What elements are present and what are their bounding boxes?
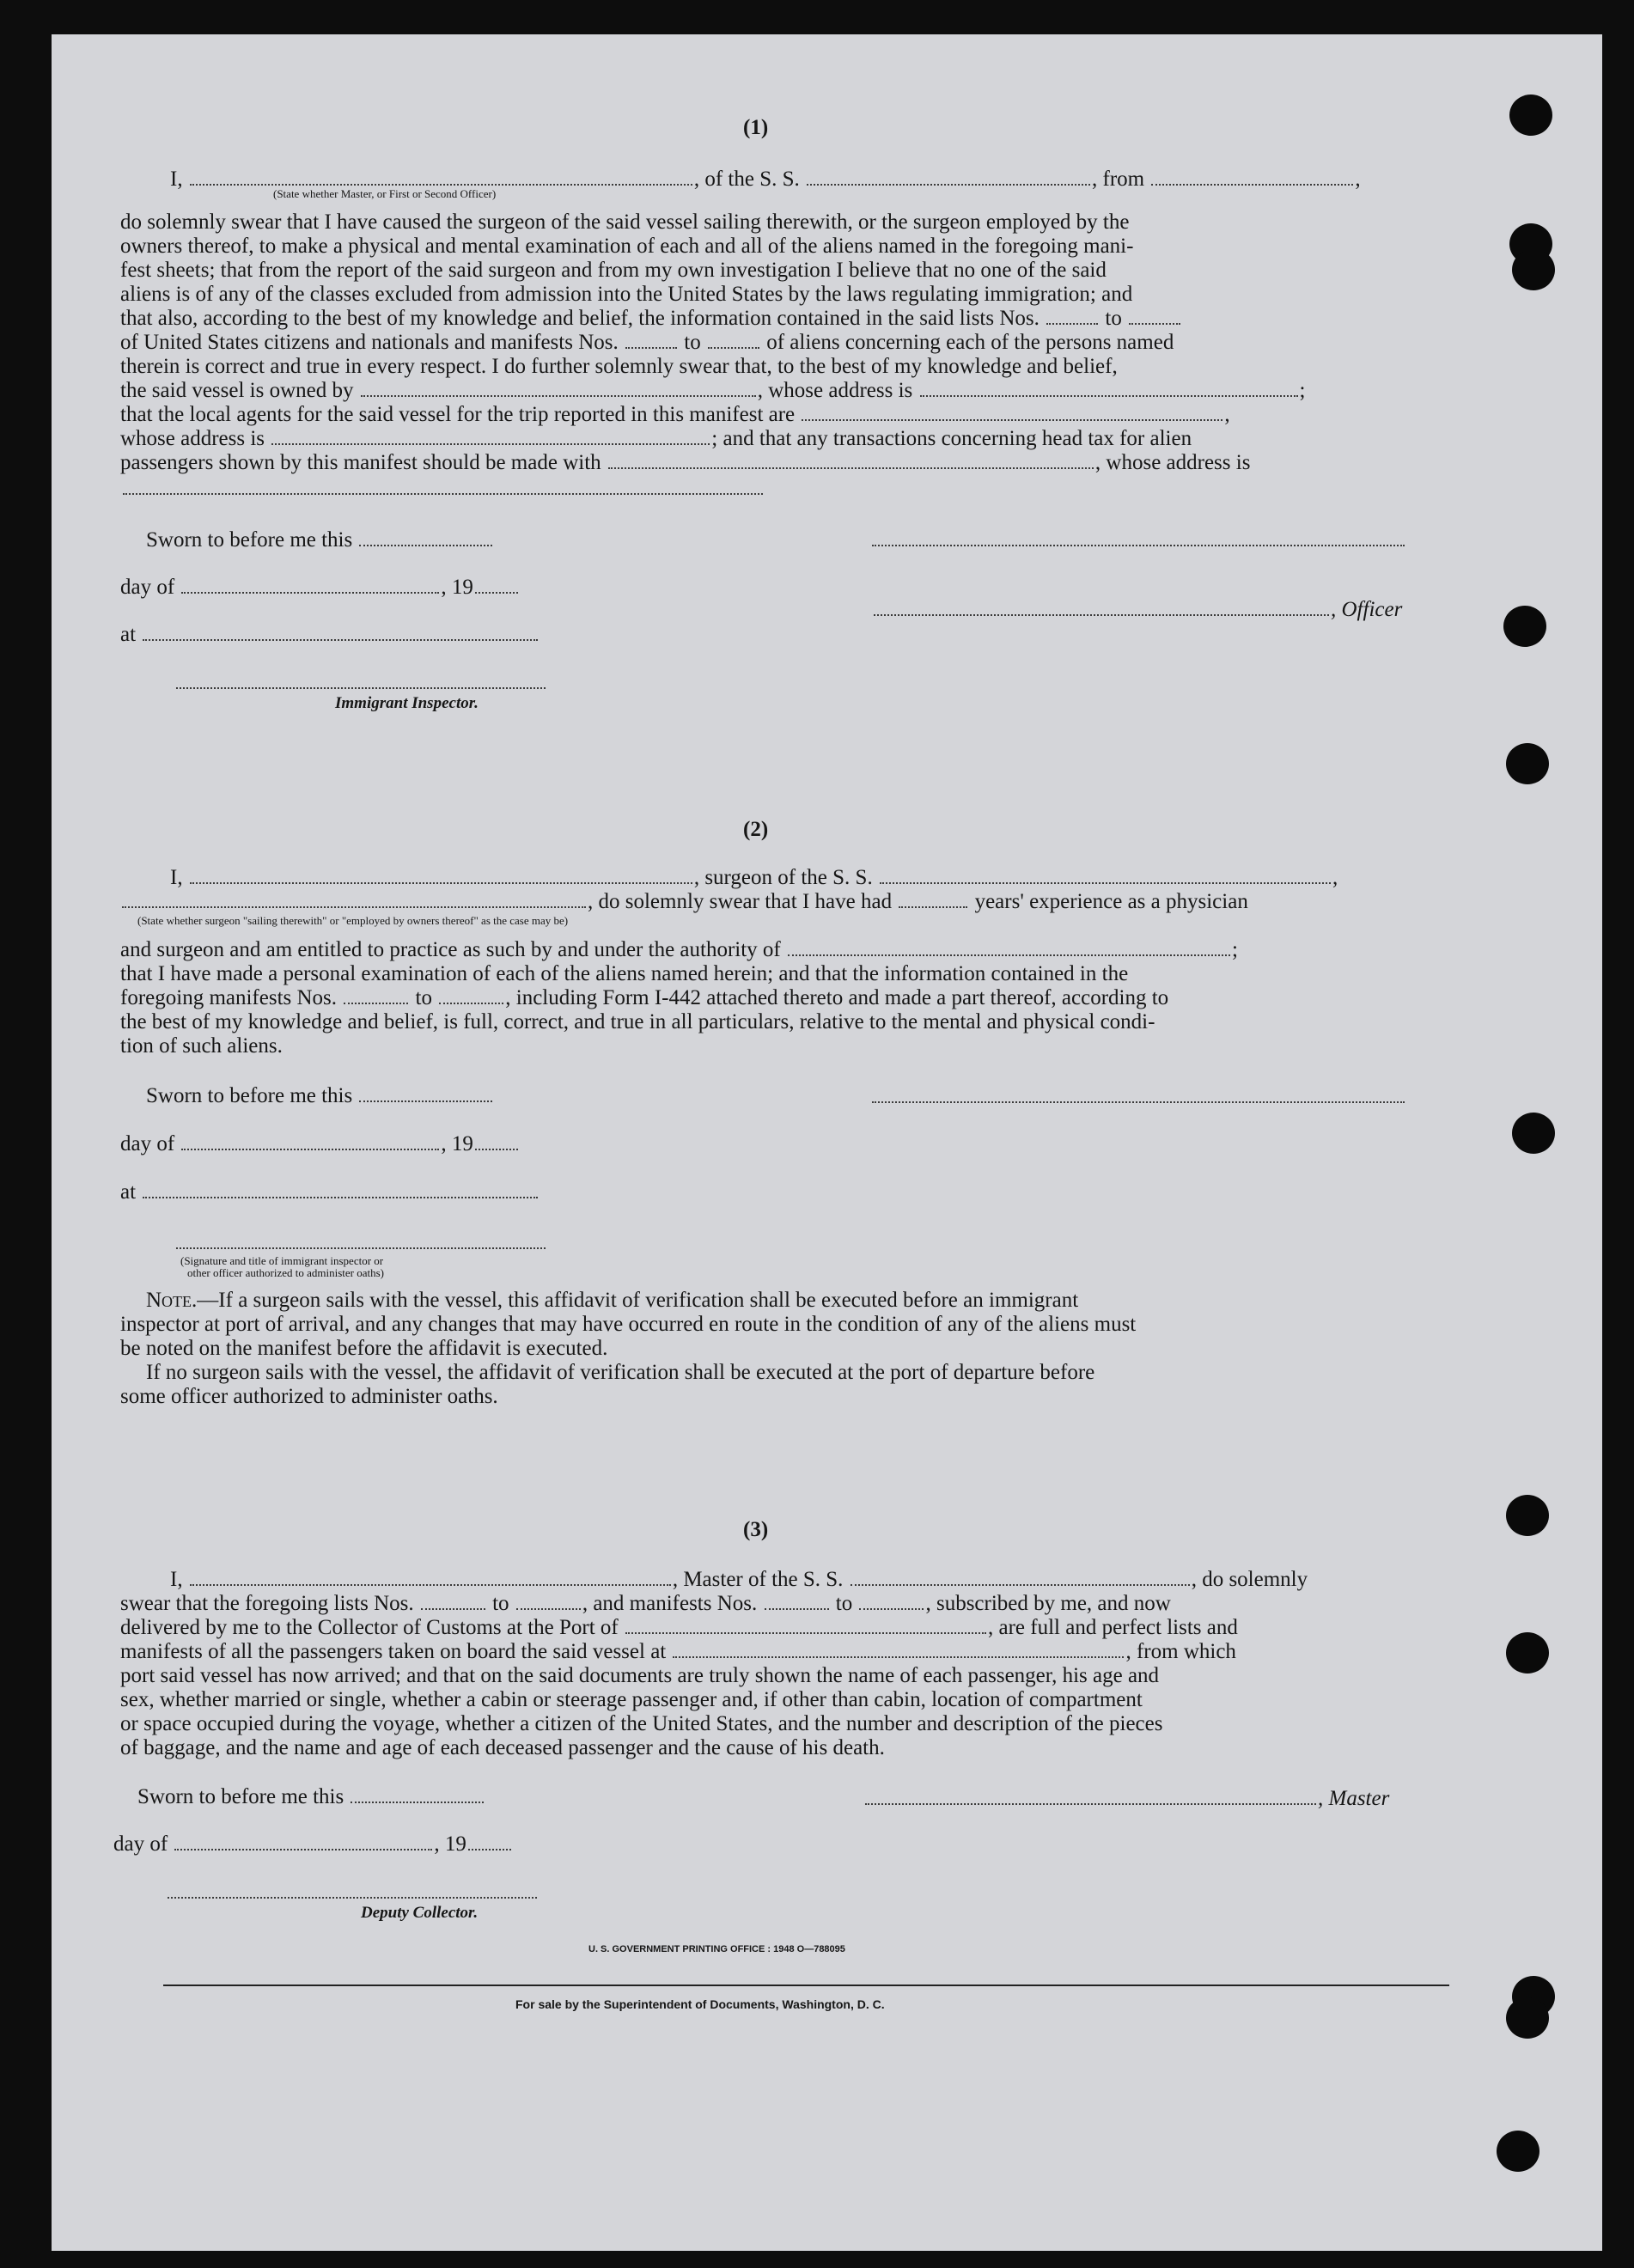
authority-field[interactable] — [788, 939, 1230, 956]
port-field[interactable] — [625, 1617, 986, 1634]
s2-sig-hint-1: (Signature and title of immigrant inspector or — [180, 1254, 384, 1267]
s3-master-signature-field[interactable] — [865, 1788, 1316, 1805]
head-tax-address-field[interactable] — [123, 491, 763, 495]
s1-para-line: therein is correct and true in every respect. I do further solemnly swear that, to the best of my knowledge and belief, — [120, 355, 1118, 378]
lists-from-field[interactable] — [1046, 308, 1098, 325]
s1-officer-hint: (State whether Master, or First or Second Officer) — [273, 187, 497, 200]
master-name-field[interactable] — [190, 168, 692, 186]
s2-note-line: some officer authorized to administer oaths. — [120, 1385, 498, 1408]
s2-year-field[interactable] — [475, 1133, 518, 1150]
s2-day-line: day of , 19 — [120, 1132, 520, 1156]
s2-note-line-1: Note.—If a surgeon sails with the vessel, this affidavit of verification shall be executed before an immigrant — [146, 1289, 1079, 1312]
years-experience-field[interactable] — [899, 891, 967, 908]
s2-note-line: If no surgeon sails with the vessel, the affidavit of verification shall be executed at the port of departure before — [146, 1361, 1095, 1384]
vessel-name-field[interactable] — [807, 168, 1090, 186]
s2-para-line: tion of such aliens. — [120, 1034, 283, 1058]
punch-hole — [1512, 1113, 1555, 1154]
punch-hole — [1512, 249, 1555, 290]
s1-para-line: fest sheets; that from the report of the said surgeon and from my own investigation I believe that no one of the said — [120, 259, 1107, 282]
manifests-to-field[interactable] — [708, 332, 759, 349]
printing-office-line: U. S. GOVERNMENT PRINTING OFFICE : 1948 O—788095 — [588, 1944, 845, 1954]
s2-at-line: at — [120, 1180, 540, 1204]
s3-line-3: delivered by me to the Collector of Customs at the Port of , are full and perfect lists and — [120, 1616, 1238, 1639]
s1-signature-field[interactable] — [872, 543, 1405, 546]
s2-line-1: I, , surgeon of the S. S. , — [170, 866, 1338, 889]
s2-para-line: the best of my knowledge and belief, is full, correct, and true in all particulars, relative to the mental and physical condi- — [120, 1010, 1155, 1033]
from-port-field[interactable] — [1151, 168, 1353, 186]
s1-line-1: I, , of the S. S. , from , — [170, 168, 1361, 191]
surgeon-type-field[interactable] — [122, 891, 586, 908]
s3-collector-label: Deputy Collector. — [361, 1904, 479, 1922]
s1-lists-line: that also, according to the best of my knowledge and belief, the information contained in the said lists Nos. to — [120, 307, 1182, 331]
s1-year-field[interactable] — [475, 576, 518, 594]
s3-day-field[interactable] — [174, 1833, 432, 1850]
punch-hole — [1506, 1997, 1549, 2039]
s2-manifests-to-field[interactable] — [439, 987, 503, 1004]
s2-sworn-date-field[interactable] — [359, 1085, 492, 1102]
s1-agents-line: that the local agents for the said vessel for the trip reported in this manifest are , — [120, 403, 1230, 426]
boarding-port-field[interactable] — [673, 1641, 1124, 1658]
s2-inspector-signature[interactable] — [176, 1246, 546, 1249]
punch-hole — [1503, 606, 1546, 647]
s3-sworn-date-field[interactable] — [351, 1786, 484, 1803]
s2-manifests-line: foregoing manifests Nos. to , including Form I-442 attached thereto and made a part thereof, according to — [120, 986, 1169, 1009]
s3-lists-from-field[interactable] — [421, 1593, 485, 1610]
s1-headtax-line: passengers shown by this manifest should be made with , whose address is — [120, 451, 1251, 474]
s2-day-field[interactable] — [181, 1133, 439, 1150]
s3-master-name-field[interactable] — [190, 1569, 671, 1586]
punch-hole — [1506, 743, 1549, 784]
manifests-from-field[interactable] — [625, 332, 677, 349]
s2-manifests-from-field[interactable] — [344, 987, 408, 1004]
s3-line-1: I, , Master of the S. S. , do solemnly — [170, 1568, 1308, 1591]
s1-manifests-line: of United States citizens and nationals and manifests Nos. to of aliens concerning each of the persons named — [120, 331, 1174, 354]
s3-lists-to-field[interactable] — [516, 1593, 581, 1610]
s1-inspector-signature[interactable] — [176, 686, 546, 689]
owner-field[interactable] — [361, 380, 756, 397]
lists-to-field[interactable] — [1129, 308, 1180, 325]
s1-at-field[interactable] — [143, 624, 538, 641]
s1-sworn-date-field[interactable] — [359, 529, 492, 546]
deputy-collector-signature[interactable] — [168, 1895, 537, 1899]
s3-sworn-line: Sworn to before me this — [137, 1785, 485, 1809]
local-agents-field[interactable] — [802, 404, 1222, 421]
punch-hole — [1506, 1495, 1549, 1536]
s2-surgeon-hint: (State whether surgeon "sailing therewith" or "employed by owners thereof" as the case may be) — [137, 914, 569, 927]
s1-officer-field[interactable] — [874, 599, 1329, 616]
s1-owner-line: the said vessel is owned by , whose address is ; — [120, 379, 1306, 402]
s2-para-line: that I have made a personal examination of each of the aliens named herein; and that the information contained in the — [120, 962, 1129, 985]
section-2-number: (2) — [743, 818, 769, 841]
head-tax-agent-field[interactable] — [608, 452, 1094, 469]
s3-para-line: sex, whether married or single, whether a cabin or steerage passenger and, if other than cabin, location of compartment — [120, 1688, 1143, 1711]
s3-para-line: port said vessel has now arrived; and that on the said documents are truly shown the name of each passenger, his age and — [120, 1664, 1160, 1687]
punch-hole — [1506, 1632, 1549, 1674]
s1-para-line: aliens is of any of the classes excluded from admission into the United States by the laws regulating immigration; and — [120, 283, 1133, 306]
s3-para-line: of baggage, and the name and age of each deceased passenger and the cause of his death. — [120, 1736, 885, 1759]
agents-address-field[interactable] — [271, 428, 710, 445]
s3-vessel-field[interactable] — [851, 1569, 1190, 1586]
owner-address-field[interactable] — [920, 380, 1298, 397]
s1-para-line: owners thereof, to make a physical and mental examination of each and all of the aliens named in the foregoing mani- — [120, 235, 1134, 258]
footer-rule — [163, 1984, 1449, 1986]
s1-at-line: at — [120, 623, 540, 647]
s3-manifests-to-field[interactable] — [859, 1593, 924, 1610]
s2-line-2: , do solemnly swear that I have had years' experience as a physician — [120, 890, 1248, 914]
s1-day-line: day of , 19 — [120, 576, 520, 600]
s1-inspector-label: Immigrant Inspector. — [335, 694, 479, 712]
s1-para-line: do solemnly swear that I have caused the surgeon of the said vessel sailing therewith, or the surgeon employed by the — [120, 210, 1130, 234]
punch-hole — [1497, 2131, 1539, 2172]
form-page — [52, 34, 1602, 2251]
surgeon-name-field[interactable] — [190, 867, 692, 884]
s2-at-field[interactable] — [143, 1181, 538, 1198]
s3-line-4: manifests of all the passengers taken on board the said vessel at , from which — [120, 1640, 1236, 1663]
s2-vessel-field[interactable] — [880, 867, 1331, 884]
s3-manifests-from-field[interactable] — [765, 1593, 829, 1610]
s1-sworn-line: Sworn to before me this — [146, 528, 494, 552]
s3-para-line: or space occupied during the voyage, whether a citizen of the United States, and the number and description of the pieces — [120, 1712, 1163, 1735]
punch-hole — [1509, 94, 1552, 136]
s2-sworn-line: Sworn to before me this — [146, 1084, 494, 1108]
section-1-number: (1) — [743, 116, 769, 139]
s2-note-line: be noted on the manifest before the affidavit is executed. — [120, 1337, 608, 1360]
s2-sig-hint-2: other officer authorized to administer oaths) — [187, 1266, 384, 1279]
s2-signature-field[interactable] — [872, 1100, 1405, 1103]
s1-day-field[interactable] — [181, 576, 439, 594]
sale-line: For sale by the Superintendent of Documents, Washington, D. C. — [515, 1997, 885, 2011]
s3-line-2: swear that the foregoing lists Nos. to , and manifests Nos. to , subscribed by me, and now — [120, 1592, 1171, 1615]
s2-authority-line: and surgeon and am entitled to practice as such by and under the authority of ; — [120, 938, 1238, 961]
s3-master-sig-line: , Master — [863, 1787, 1389, 1811]
section-3-number: (3) — [743, 1518, 769, 1541]
s3-day-line: day of , 19 — [113, 1832, 513, 1856]
s3-year-field[interactable] — [468, 1833, 511, 1850]
s1-agents-address-line: whose address is ; and that any transactions concerning head tax for alien — [120, 427, 1192, 450]
s2-note-line: inspector at port of arrival, and any changes that may have occurred en route in the condition of any of the aliens must — [120, 1313, 1137, 1336]
s1-officer-line: , Officer — [872, 598, 1402, 622]
